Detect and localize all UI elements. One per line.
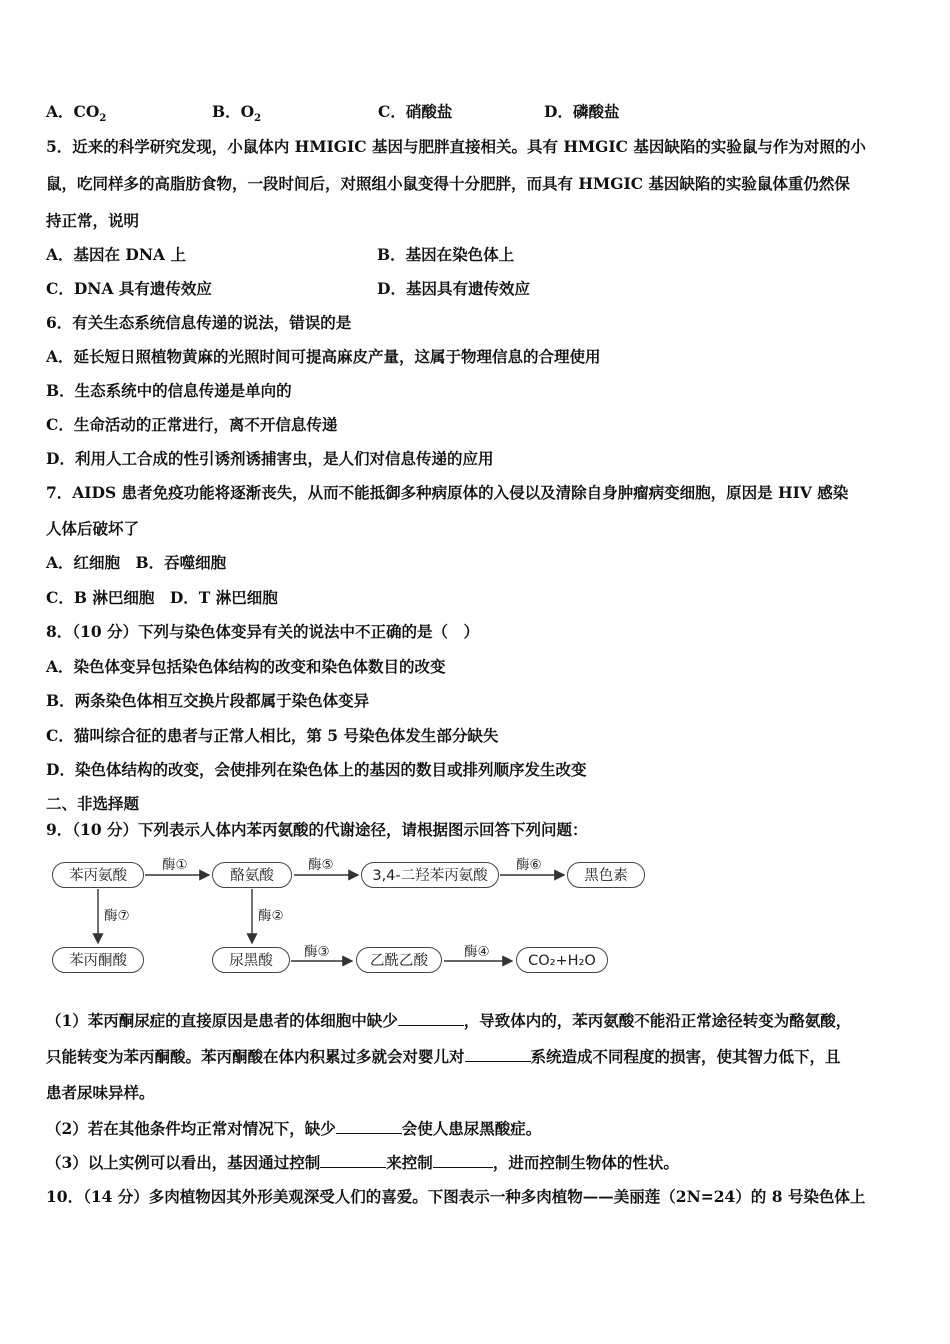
q7-options-ab: A．红细胞 B．吞噬细胞 bbox=[46, 553, 227, 572]
q6-stem: 6．有关生态系统信息传递的说法，错误的是 bbox=[46, 313, 352, 332]
node-co2-h2o: CO₂+H₂O bbox=[516, 947, 608, 973]
q9-part3-text-b: 来控制 bbox=[386, 1153, 433, 1172]
node-homogentisic-acid: 尿黑酸 bbox=[212, 947, 290, 973]
q10-stem-line1: 10．（14 分）多肉植物因其外形美观深受人们的喜爱。下图表示一种多肉植物——美丽莲（2N=24）的 8 号染色体上 bbox=[46, 1187, 866, 1206]
q8-option-c: C．猫叫综合征的患者与正常人相比，第 5 号染色体发生部分缺失 bbox=[46, 726, 499, 745]
q6-option-c: C．生命活动的正常进行，离不开信息传递 bbox=[46, 415, 338, 434]
q6-option-a: A．延长短日照植物黄麻的光照时间可提高麻皮产量，这属于物理信息的合理使用 bbox=[46, 347, 601, 366]
q4-option-c: C．硝酸盐 bbox=[378, 102, 453, 121]
q9-part1-text-d: 系统造成不同程度的损害，使其智力低下，且 bbox=[530, 1047, 841, 1066]
q9-part1-line1 bbox=[46, 1011, 904, 1031]
q9-part1-text-c: 只能转变为苯丙酮酸。苯丙酮酸在体内积累过多就会对婴儿对 bbox=[46, 1047, 465, 1066]
enzyme-6-label: 酶⑥ bbox=[516, 857, 542, 873]
q4-option-d: D．磷酸盐 bbox=[544, 102, 620, 121]
node-acetoacetate: 乙酰乙酸 bbox=[356, 947, 442, 973]
q6-option-d: D．利用人工合成的性引诱剂诱捕害虫，是人们对信息传递的应用 bbox=[46, 449, 494, 468]
q5-options-ab bbox=[46, 245, 904, 265]
answer-blank-4[interactable] bbox=[320, 1153, 386, 1168]
q6-option-b: B．生态系统中的信息传递是单向的 bbox=[46, 381, 292, 400]
node-melanin: 黑色素 bbox=[567, 862, 645, 888]
q9-part1-text-a: （1）苯丙酮尿症的直接原因是患者的体细胞中缺少 bbox=[46, 1011, 398, 1030]
q9-stem: 9．（10 分）下列表示人体内苯丙氨酸的代谢途径，请根据图示回答下列问题： bbox=[46, 820, 588, 839]
enzyme-4-label: 酶④ bbox=[464, 944, 490, 960]
metabolic-pathway-diagram bbox=[46, 846, 666, 986]
q5-options-cd bbox=[46, 279, 904, 299]
q5-option-d: D．基因具有遗传效应 bbox=[377, 279, 530, 298]
q7-options-cd: C．B 淋巴细胞 D．T 淋巴细胞 bbox=[46, 588, 278, 607]
enzyme-5-label: 酶⑤ bbox=[308, 857, 334, 873]
enzyme-2-label: 酶② bbox=[258, 908, 284, 924]
q9-part1-text-b: ，导致体内的，苯丙氨酸不能沿正常途径转变为酪氨酸， bbox=[463, 1011, 852, 1030]
q4-options bbox=[46, 102, 904, 129]
node-phenylalanine: 苯丙氨酸 bbox=[52, 862, 144, 888]
answer-blank-2[interactable] bbox=[465, 1047, 531, 1062]
q4-option-b: B．$O_2$ bbox=[212, 102, 262, 125]
q5-option-c: C．DNA 具有遗传效应 bbox=[46, 279, 212, 298]
answer-blank-3[interactable] bbox=[336, 1119, 402, 1134]
q9-part3 bbox=[46, 1153, 904, 1173]
q9-part3-text-a: （3）以上实例可以看出，基因通过控制 bbox=[46, 1153, 321, 1172]
node-dopa: 3,4-二羟苯丙氨酸 bbox=[361, 862, 499, 888]
node-phenylpyruvate: 苯丙酮酸 bbox=[52, 947, 144, 973]
section-title: 二、非选择题 bbox=[46, 794, 140, 813]
enzyme-1-label: 酶① bbox=[162, 857, 188, 873]
enzyme-3-label: 酶③ bbox=[304, 944, 330, 960]
q9-part3-text-c: ，进而控制生物体的性状。 bbox=[492, 1153, 679, 1172]
q5-stem-line2: 鼠，吃同样多的高脂肪食物，一段时间后，对照组小鼠变得十分肥胖，而具有 HMGIC 基因缺陷的实验鼠体重仍然保 bbox=[46, 174, 850, 193]
q8-option-a: A．染色体变异包括染色体结构的改变和染色体数目的改变 bbox=[46, 657, 446, 676]
q9-part2-text-b: 会使人患尿黑酸症。 bbox=[401, 1119, 542, 1138]
q9-part2 bbox=[46, 1119, 904, 1139]
node-tyrosine: 酪氨酸 bbox=[212, 862, 292, 888]
q8-option-b: B．两条染色体相互交换片段都属于染色体变异 bbox=[46, 691, 370, 710]
enzyme-7-label: 酶⑦ bbox=[104, 908, 130, 924]
answer-blank-1[interactable] bbox=[398, 1011, 464, 1026]
q7-stem-line1: 7．AIDS 患者免疫功能将逐渐丧失，从而不能抵御多种病原体的入侵以及清除自身肿瘤病变细胞，原因是 HIV 感染 bbox=[46, 483, 849, 502]
q5-stem-line1: 5．近来的科学研究发现，小鼠体内 HMIGIC 基因与肥胖直接相关。具有 HMGIC 基因缺陷的实验鼠与作为对照的小 bbox=[46, 137, 866, 156]
q8-stem: 8．（10 分）下列与染色体变异有关的说法中不正确的是（ ） bbox=[46, 622, 480, 641]
q9-part1-line3: 患者尿味异样。 bbox=[46, 1083, 155, 1102]
q8-option-d: D．染色体结构的改变，会使排列在染色体上的基因的数目或排列顺序发生改变 bbox=[46, 760, 587, 779]
q5-option-a: A．基因在 DNA 上 bbox=[46, 245, 186, 264]
q9-part2-text-a: （2）若在其他条件均正常对情况下，缺少 bbox=[46, 1119, 336, 1138]
q5-stem-line3: 持正常，说明 bbox=[46, 211, 140, 230]
q9-part1-line2 bbox=[46, 1047, 904, 1067]
q4-option-a: A．$CO_2$ bbox=[46, 102, 107, 125]
q5-option-b: B．基因在染色体上 bbox=[377, 245, 515, 264]
answer-blank-5[interactable] bbox=[433, 1153, 493, 1168]
q7-stem-line2: 人体后破坏了 bbox=[46, 519, 140, 538]
